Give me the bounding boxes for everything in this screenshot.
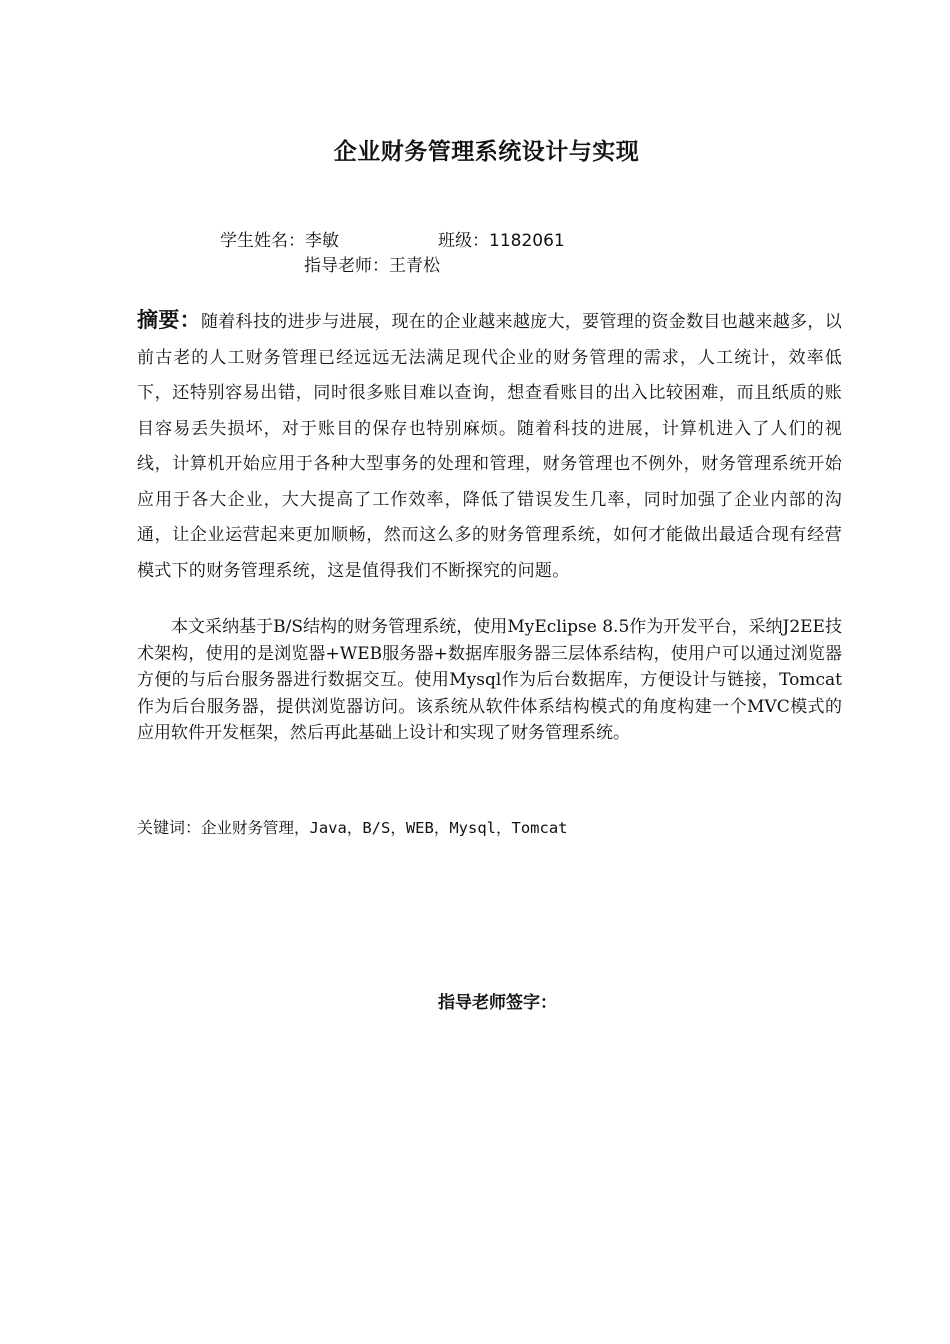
advisor-signature-label: 指导老师签字： [438, 993, 557, 1013]
keywords-text: 企业财务管理，Java，B/S，WEB，Mysql，Tomcat [201, 819, 568, 837]
class-number: 班级：1182061 [438, 231, 565, 251]
abstract-paragraph-2: 本文采纳基于B/S结构的财务管理系统，使用MyEclipse 8.5作为开发平台，采纳J2EE技术架构，使用的是浏览器+WEB服务器+数据库服务器三层体系结构，使用户可以通过浏览器方便的与后台服务器进行数据交互。使用Mysql作为后台数据库，方便设计与链接，Tomcat作为后台服务器，提供浏览器访问。该系统从软件体系结构模式的角度构建一个MVC模式的应用软件开发框架，然后再此基础上设计和实现了财务管理系统。 [137, 617, 842, 743]
abstract-paragraph-1 [137, 303, 842, 589]
abstract-text-1: 随着科技的进步与进展，现在的企业越来越庞大，要管理的资金数目也越来越多，以前古老的人工财务管理已经远远无法满足现代企业的财务管理的需求，人工统计，效率低下，还特别容易出错，同时很多账目难以查询，想查看账目的出入比较困难，而且纸质的账目容易丢失损坏，对于账目的保存也特别麻烦。随着科技的进展，计算机进入了人们的视线，计算机开始应用于各种大型事务的处理和管理，财务管理也不例外，财务管理系统开始应用于各大企业，大大提高了工作效率，降低了错误发生几率，同时加强了企业内部的沟通，让企业运营起来更加顺畅，然而这么多的财务管理系统，如何才能做出最适合现有经营模式下的财务管理系统，这是值得我们不断探究的问题。 [137, 312, 842, 581]
student-name: 学生姓名：李敏 [220, 231, 339, 251]
keywords-label: 关键词： [137, 818, 202, 837]
document-title: 企业财务管理系统设计与实现 [333, 139, 640, 165]
advisor-name: 指导老师：王青松 [304, 256, 440, 276]
abstract-label: 摘要： [137, 308, 201, 332]
keywords-line [137, 815, 567, 838]
